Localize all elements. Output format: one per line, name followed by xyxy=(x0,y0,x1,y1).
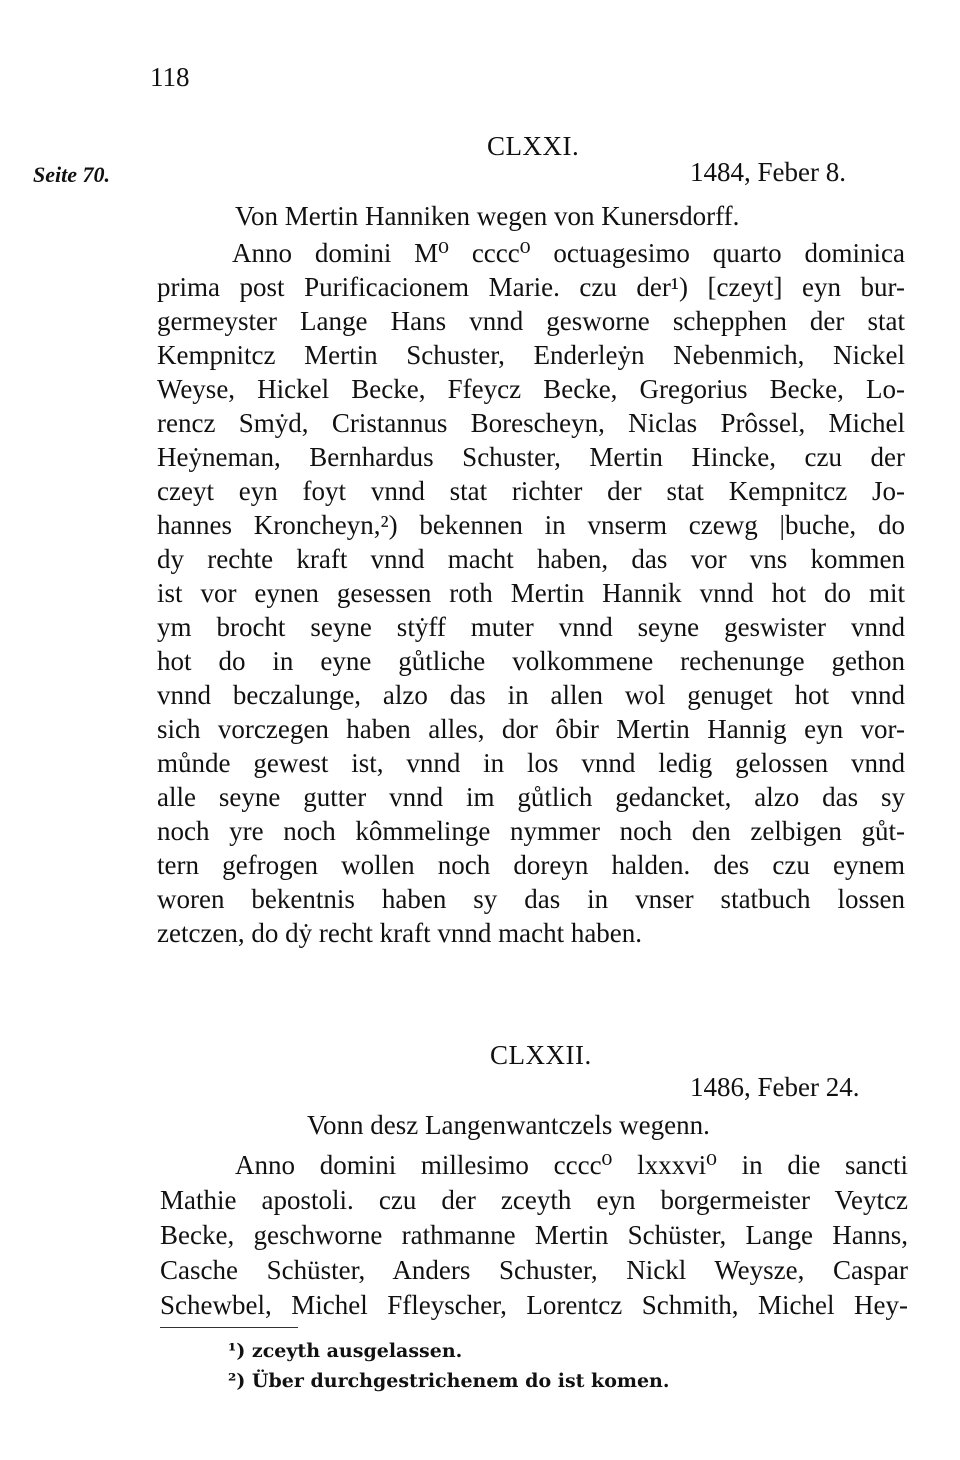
entry-heading-2: CLXXII. xyxy=(490,1040,592,1070)
footnote-2: ²) Über durchgestrichenem do ist komen. xyxy=(228,1370,670,1392)
entry-body-2 xyxy=(160,1148,908,1323)
text-line: hot do in eyne gůtliche volkommene rechenunge gethon xyxy=(157,646,905,676)
text-line: dy rechte kraft vnnd macht haben, das vor vns kommen xyxy=(157,544,905,574)
text-line: tern gefrogen wollen noch doreyn halden. des czu eynem xyxy=(157,850,905,880)
text-line: Heẏneman, Bernhardus Schuster, Mertin Hincke, czu der xyxy=(157,442,905,472)
text-line: Kempnitcz Mertin Schuster, Enderleẏn Nebenmich, Nickel xyxy=(157,340,905,370)
text-line: Anno domini M⁰ cccc⁰ octuagesimo quarto dominica xyxy=(232,238,905,268)
text-line: prima post Purificacionem Marie. czu der¹) [czeyt] eyn bur- xyxy=(157,272,905,302)
text-line: Anno domini millesimo cccc⁰ lxxxvi⁰ in die sancti xyxy=(235,1150,908,1180)
text-line: rencz Smẏd, Cristannus Borescheyn, Niclas Prôssel, Michel xyxy=(157,408,905,438)
entry-body-1 xyxy=(157,236,905,950)
text-line: Weyse, Hickel Becke, Ffeycz Becke, Gregorius Becke, Lo- xyxy=(157,374,905,404)
text-line: zetczen, do dẏ recht kraft vnnd macht haben. xyxy=(157,918,643,948)
footnotes xyxy=(228,1336,670,1396)
entry-title-2: Vonn desz Langenwantczels wegenn. xyxy=(307,1110,710,1140)
text-line: sich vorczegen haben alles, dor ôbir Mertin Hannig eyn vor- xyxy=(157,714,905,744)
footnote-1: ¹) zceyth ausgelassen. xyxy=(228,1340,463,1362)
entry-title-1: Von Mertin Hanniken wegen von Kunersdorff. xyxy=(235,201,740,231)
text-line: Casche Schüster, Anders Schuster, Nickl Weysze, Caspar xyxy=(160,1255,908,1285)
text-line: Schewbel, Michel Ffleyscher, Lorentcz Schmith, Michel Hey- xyxy=(160,1290,908,1320)
text-line: Becke, geschworne rathmanne Mertin Schüster, Lange Hanns, xyxy=(160,1220,908,1250)
text-line: vnnd beczalunge, alzo das in allen wol genuget hot vnnd xyxy=(157,680,905,710)
text-line: hannes Kroncheyn,²) bekennen in vnserm czewg |buche, do xyxy=(157,510,905,540)
entry-date-1: 1484, Feber 8. xyxy=(690,157,846,187)
page-number: 118 xyxy=(150,62,190,92)
text-line: můnde gewest ist, vnnd in los vnnd ledig gelossen vnnd xyxy=(157,748,905,778)
text-line: germeyster Lange Hans vnnd gesworne schepphen der stat xyxy=(157,306,905,336)
text-line: noch yre noch kômmelinge nymmer noch den zelbigen gůt- xyxy=(157,816,905,846)
text-line: Mathie apostoli. czu der zceyth eyn borgermeister Veytcz xyxy=(160,1185,908,1215)
text-line: ist vor eynen gesessen roth Mertin Hannik vnnd hot do mit xyxy=(157,578,905,608)
entry-heading-1: CLXXI. xyxy=(487,131,580,161)
text-line: czeyt eyn foyt vnnd stat richter der stat Kempnitcz Jo- xyxy=(157,476,905,506)
footnote-divider xyxy=(160,1327,298,1328)
text-line: woren bekentnis haben sy das in vnser statbuch lossen xyxy=(157,884,905,914)
margin-reference: Seite 70. xyxy=(33,162,110,187)
text-line: ym brocht seyne stẏff muter vnnd seyne geswister vnnd xyxy=(157,612,905,642)
text-line: alle seyne gutter vnnd im gůtlich gedancket, alzo das sy xyxy=(157,782,905,812)
entry-date-2: 1486, Feber 24. xyxy=(690,1072,860,1102)
